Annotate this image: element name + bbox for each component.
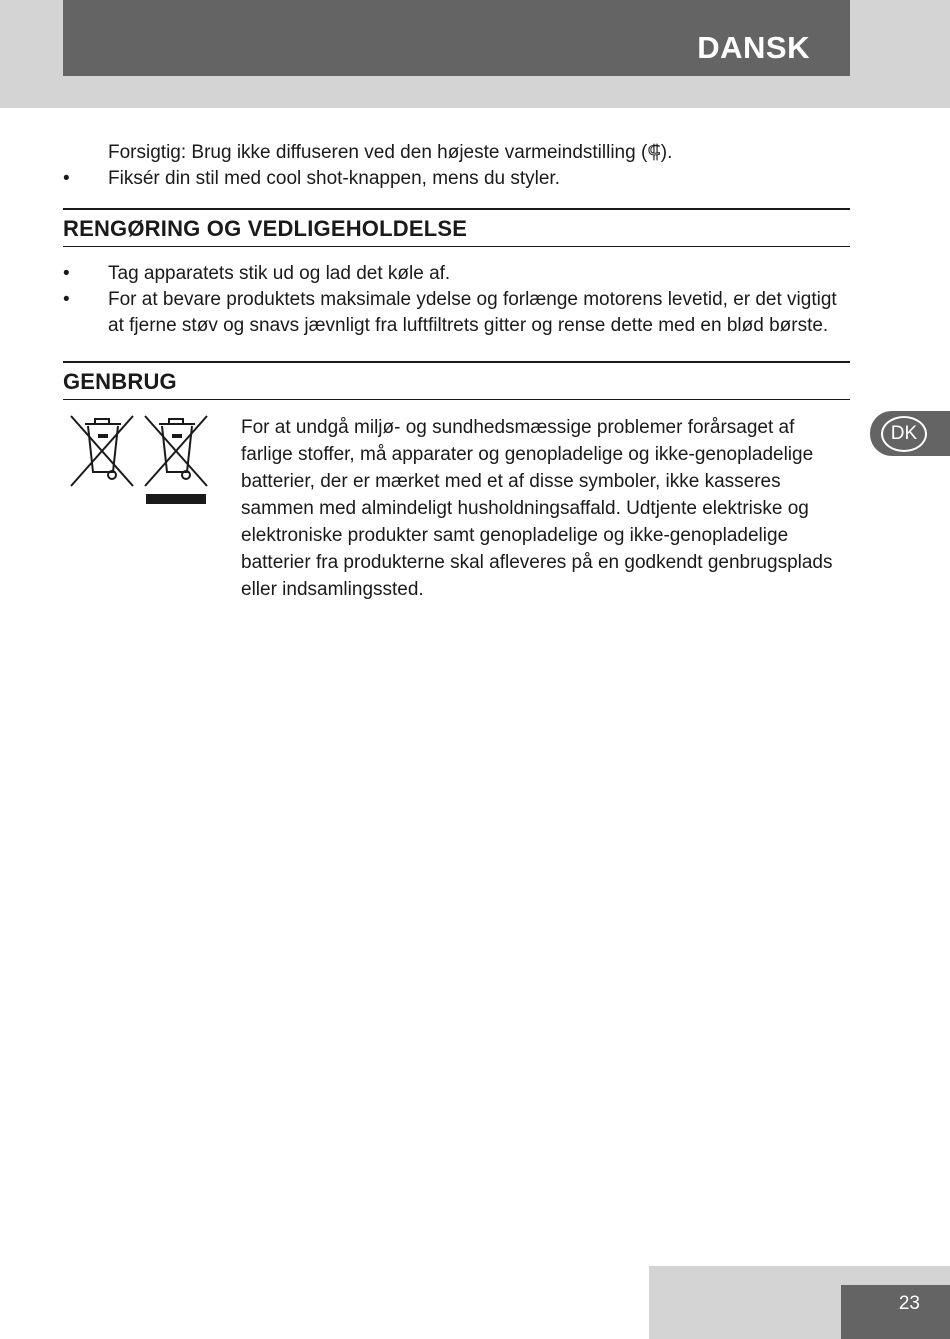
list-item-text: Fiksér din stil med cool shot-knappen, mens du styler. (108, 168, 560, 189)
language-badge: DK (881, 416, 927, 452)
list-item-text: Tag apparatets stik ud og lad det køle af. (108, 263, 451, 284)
caution-text (63, 140, 850, 166)
intro-bullets (63, 166, 850, 192)
recycling-symbols (63, 414, 241, 603)
header-title-bar (63, 0, 850, 76)
page-content (63, 140, 850, 603)
page-number-box (841, 1285, 950, 1339)
recycling-text: For at undgå miljø- og sundhedsmæssige problemer forårsaget af farlige stoffer, må apparater og genopladelige og ikke-genopladelige batterier, der er mærket med et af disse symboler, ikke kasseres sammen med almindeligt husholdningsaffald. Udtjente elektriske og elektroniske produkter samt genopladelige og ikke-genopladelige batterier fra produkterne skal afleveres på en godkendt genbrugsplads eller indsamlingssted. (241, 417, 833, 600)
list-item: • Fiksér din stil med cool shot-knappen, mens du styler. (63, 168, 560, 189)
cleaning-bullets (63, 261, 850, 339)
crossed-out-wheelie-bin-with-bar-icon (143, 414, 209, 506)
list-item-text: For at bevare produktets maksimale ydelse og forlænge motorens levetid, er det vigtigt at fjerne støv og snavs jævnligt fra luftfiltrets gitter og rense dette med en blød børste. (108, 289, 837, 336)
caution-sentence: Forsigtig: Brug ikke diffuseren ved den højeste varmeindstilling (⸿). (108, 142, 673, 163)
section-heading-cleaning: RENGØRING OG VEDLIGEHOLDELSE (63, 208, 850, 247)
language-side-tab (870, 411, 950, 456)
section-heading-recycling: GENBRUG (63, 361, 850, 400)
recycling-block (63, 414, 850, 603)
crossed-out-wheelie-bin-icon (69, 414, 135, 488)
language-title: DANSK (697, 30, 810, 65)
list-item: • Tag apparatets stik ud og lad det køle af. (63, 263, 451, 284)
list-item: • For at bevare produktets maksimale ydelse og forlænge motorens levetid, er det vigtigt at fjerne støv og snavs jævnligt fra luftfiltrets gitter og rense dette med en blød børste. (63, 289, 837, 336)
page-number: 23 (898, 1293, 920, 1314)
